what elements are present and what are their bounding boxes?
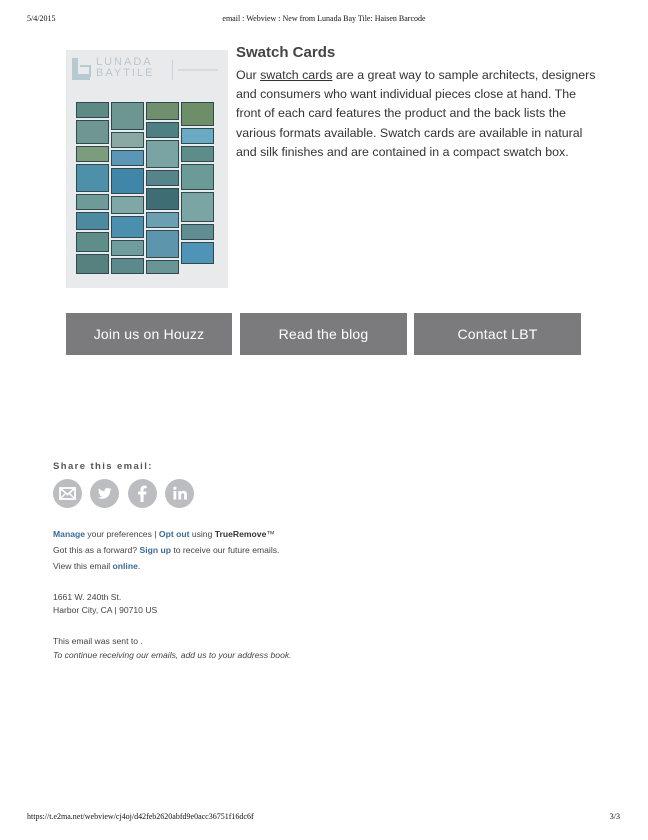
- tile: [181, 242, 214, 264]
- print-url: https://t.e2ma.net/webview/cj4oj/d42feb2620abfd9e0acc36751f16dc6f: [27, 812, 254, 821]
- tile: [76, 146, 109, 162]
- view-text: View this email: [53, 561, 113, 571]
- tile: [181, 146, 214, 162]
- opt-out-link[interactable]: Opt out: [158, 529, 190, 539]
- tile: [111, 132, 144, 148]
- body-prefix: Our: [236, 68, 261, 82]
- email-icon[interactable]: [53, 479, 82, 508]
- tile: [76, 254, 109, 274]
- address-book-notice: To continue receiving our emails, add us to your address book.: [53, 649, 292, 660]
- tile: [111, 168, 144, 194]
- postal-address: [53, 591, 157, 616]
- tile: [111, 150, 144, 166]
- body-suffix: are a great way to sample architects, designers and consumers who want individual pieces close at hand. The front of each card features the product and the back lists the various formats available. Swatch cards are available in natural and silk finishes and are contained in a compact swatch box.: [236, 68, 596, 159]
- join-houzz-button[interactable]: Join us on Houzz: [66, 313, 232, 355]
- tile: [181, 224, 214, 240]
- view-online-line: [53, 559, 140, 575]
- tile: [146, 212, 179, 228]
- contact-lbt-button[interactable]: Contact LBT: [414, 313, 581, 355]
- preferences-text: your preferences |: [85, 529, 159, 539]
- lunada-bay-tile-logo: [70, 56, 220, 82]
- tile: [146, 140, 179, 168]
- tile: [76, 194, 109, 210]
- read-blog-button[interactable]: Read the blog: [240, 313, 407, 355]
- address-line-2: Harbor City, CA | 90710 US: [53, 604, 158, 615]
- tile: [111, 258, 144, 274]
- forward-line: [53, 543, 279, 559]
- tile: [181, 164, 214, 190]
- tile: [181, 102, 214, 126]
- tile: [76, 164, 109, 192]
- tile: [76, 232, 109, 252]
- tile: [111, 102, 144, 130]
- page-number: 3/3: [609, 812, 620, 821]
- section-title: Swatch Cards: [236, 44, 336, 61]
- logo-divider: [172, 60, 173, 80]
- logo-text: [96, 57, 154, 79]
- view-period: .: [137, 561, 141, 571]
- tile: [146, 122, 179, 138]
- manage-link[interactable]: Manage: [53, 529, 85, 539]
- tile: [181, 128, 214, 144]
- linkedin-icon[interactable]: [165, 479, 194, 508]
- print-header: [0, 6, 648, 23]
- receive-text: to receive our future emails.: [170, 545, 280, 555]
- swatch-cards-link[interactable]: swatch cards: [260, 68, 333, 82]
- manage-preferences-line: [53, 527, 275, 543]
- tile: [181, 192, 214, 222]
- logo-line-2: BAYTILE: [96, 67, 155, 79]
- print-date: 5/4/2015: [27, 14, 56, 23]
- logo-mark-icon: [70, 56, 92, 82]
- using-text: using: [189, 529, 215, 539]
- tile: [146, 260, 179, 274]
- sent-to-text: This email was sent to .: [53, 636, 143, 646]
- sign-up-link[interactable]: Sign up: [139, 545, 171, 555]
- swatch-card-image: [66, 50, 228, 288]
- tile: [146, 170, 179, 186]
- trueremove-link[interactable]: TrueRemove: [214, 529, 267, 539]
- share-label: Share this email:: [53, 461, 153, 472]
- facebook-icon[interactable]: [128, 479, 157, 508]
- sent-notice: [53, 635, 292, 662]
- section-body: [236, 66, 596, 162]
- twitter-icon[interactable]: [90, 479, 119, 508]
- online-link[interactable]: online: [112, 561, 138, 571]
- forward-text: Got this as a forward?: [53, 545, 140, 555]
- logo-url-mark: [178, 69, 218, 71]
- tile: [146, 230, 179, 258]
- tile-mosaic: [76, 102, 216, 278]
- tile: [111, 216, 144, 238]
- tile: [76, 212, 109, 230]
- tile: [146, 102, 179, 120]
- address-line-1: 1661 W. 240th St.: [53, 592, 122, 602]
- tile: [111, 240, 144, 256]
- print-title: email : Webview : New from Lunada Bay Tile: Haisen Barcode: [222, 14, 426, 23]
- logo-line-1: LUNADA: [96, 56, 153, 68]
- tile: [111, 196, 144, 214]
- tile: [146, 188, 179, 210]
- trademark-symbol: ™: [266, 529, 275, 539]
- tile: [76, 120, 109, 144]
- tile: [76, 102, 109, 118]
